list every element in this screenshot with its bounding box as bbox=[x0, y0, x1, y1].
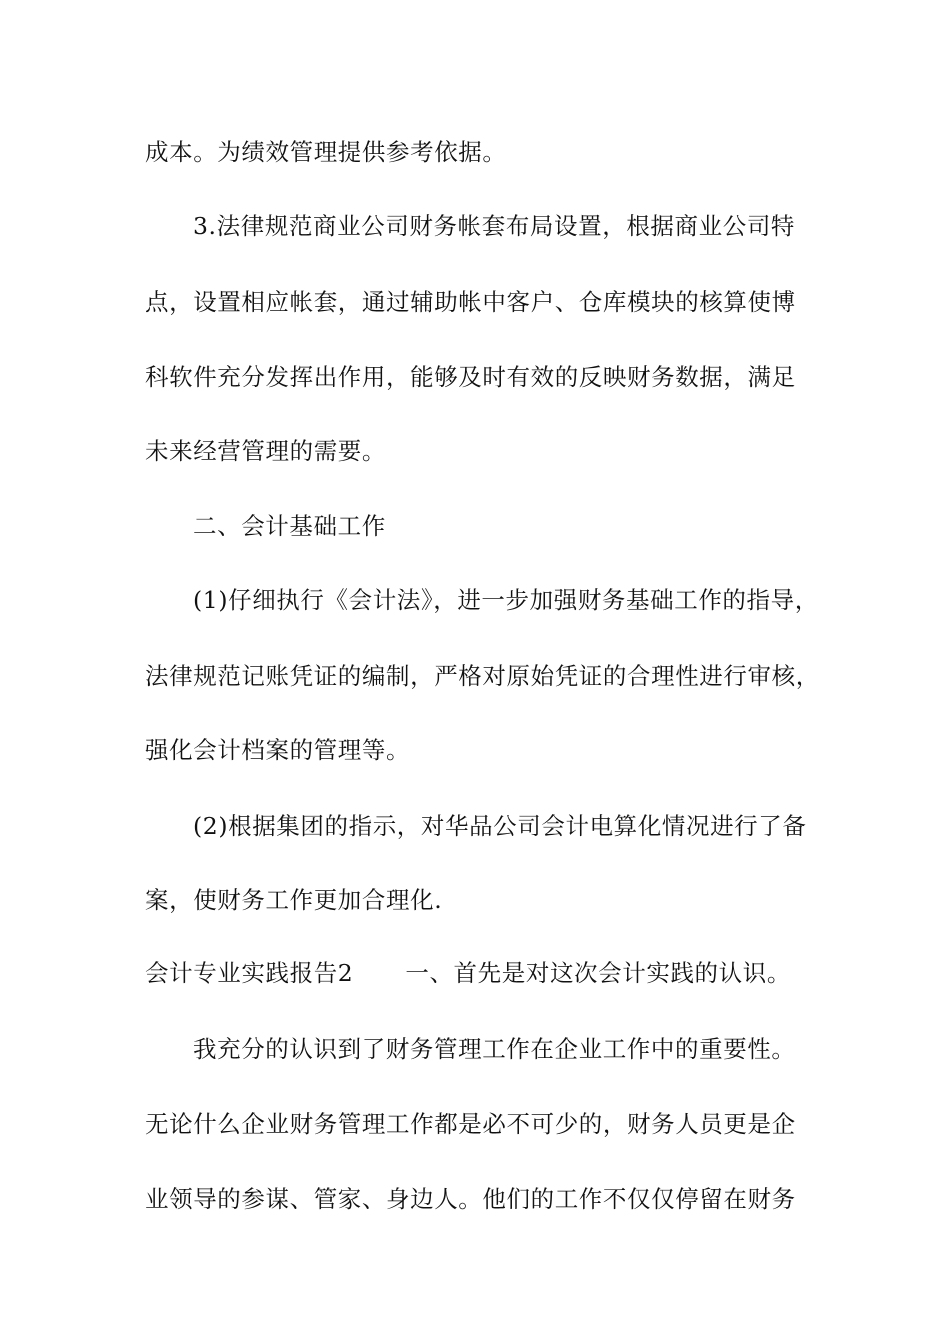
paragraph-line: 成本。为绩效管理提供参考依据。 bbox=[145, 138, 507, 166]
paragraph-line: 案，使财务工作更加合理化. bbox=[145, 886, 443, 914]
paragraph-line: 点，设置相应帐套，通过辅助帐中客户、仓库模块的核算使博 bbox=[145, 288, 796, 316]
paragraph-line: (1)仔细执行《会计法》，进一步加强财务基础工作的指导， bbox=[193, 586, 819, 614]
paragraph-line: 3.法律规范商业公司财务帐套布局设置，根据商业公司特 bbox=[193, 212, 796, 240]
paragraph-line: 我充分的认识到了财务管理工作在企业工作中的重要性。 bbox=[193, 1035, 796, 1063]
paragraph-line: 法律规范记账凭证的编制，严格对原始凭证的合理性进行审核， bbox=[145, 662, 820, 690]
section-heading: 二、会计基础工作 bbox=[193, 512, 386, 540]
report-title: 会计专业实践报告2 bbox=[145, 959, 354, 987]
report-heading bbox=[145, 958, 810, 988]
paragraph-line: 无论什么企业财务管理工作都是必不可少的，财务人员更是企 bbox=[145, 1110, 796, 1138]
paragraph-line: 科软件充分发挥出作用，能够及时有效的反映财务数据，满足 bbox=[145, 363, 796, 391]
report-subtitle: 一、首先是对这次会计实践的认识。 bbox=[405, 959, 791, 987]
paragraph-line: 强化会计档案的管理等。 bbox=[145, 736, 411, 764]
paragraph-line: 未来经营管理的需要。 bbox=[145, 437, 386, 465]
paragraph-line: 业领导的参谋、管家、身边人。他们的工作不仅仅停留在财务 bbox=[145, 1185, 796, 1213]
paragraph-line: (2)根据集团的指示，对华品公司会计电算化情况进行了备 bbox=[193, 812, 807, 840]
